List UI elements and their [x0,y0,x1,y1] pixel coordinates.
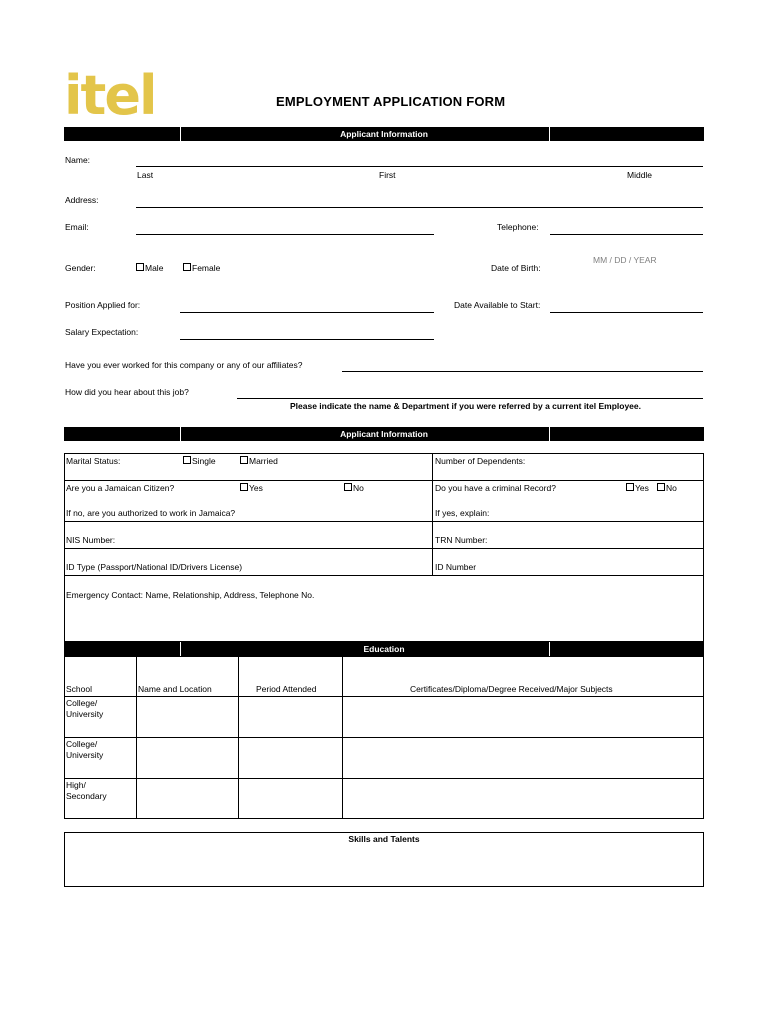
gender-label: Gender: [65,263,96,273]
salary-label: Salary Expectation: [65,327,139,337]
married-checkbox[interactable] [240,456,248,464]
female-option[interactable] [183,263,220,274]
dob-field[interactable]: MM / DD / YEAR [593,255,657,265]
row-label-line1: College/ [66,698,98,708]
skills-talents-title: Skills and Talents [348,834,420,844]
id-number-label: ID Number [435,562,477,572]
address-field[interactable] [136,207,703,208]
middle-name-caption: Middle [627,170,653,180]
position-label: Position Applied for: [65,300,141,310]
name-label: Name: [65,155,91,165]
single-checkbox[interactable] [183,456,191,464]
name-field[interactable] [136,166,703,167]
citizen-no-checkbox[interactable] [344,483,352,491]
citizen-no-option[interactable] [344,483,364,494]
referral-note: Please indicate the name & Department if you were referred by a current itel Employee. [290,401,641,411]
hear-about-field[interactable] [237,398,703,399]
male-text: Male [145,263,164,273]
yes-text: Yes [635,483,649,493]
email-field[interactable] [136,234,434,235]
salary-field[interactable] [180,339,434,340]
marital-status-label: Marital Status: [66,456,121,466]
trn-number-label: TRN Number: [435,535,488,545]
citizen-yes-option[interactable] [240,483,263,494]
no-text: No [666,483,677,493]
emergency-contact-label: Emergency Contact: Name, Relationship, Address, Telephone No. [66,590,315,600]
worked-before-field[interactable] [342,371,703,372]
last-name-caption: Last [137,170,154,180]
row-label-line2: University [66,750,104,760]
nis-number-label: NIS Number: [66,535,116,545]
criminal-no-option[interactable] [657,483,677,494]
male-checkbox[interactable] [136,263,144,271]
no-text: No [353,483,364,493]
education-header-certificates: Certificates/Diploma/Degree Received/Major Subjects [410,684,613,694]
married-option[interactable] [240,456,278,467]
education-row-label [66,780,107,802]
criminal-yes-checkbox[interactable] [626,483,634,491]
male-option[interactable] [136,263,163,274]
education-header-school: School [66,684,92,694]
row-label-line2: Secondary [66,791,107,801]
hear-about-question: How did you hear about this job? [65,387,189,397]
row-label-line1: College/ [66,739,98,749]
itel-logo: itel [64,64,156,127]
position-field[interactable] [180,312,434,313]
explain-label: If yes, explain: [435,508,490,518]
row-label-line2: University [66,709,104,719]
email-label: Email: [65,222,89,232]
form-title: EMPLOYMENT APPLICATION FORM [276,94,506,109]
first-name-caption: First [379,170,396,180]
education-header-name-location: Name and Location [138,684,212,694]
citizen-question: Are you a Jamaican Citizen? [66,483,175,493]
date-available-field[interactable] [550,312,703,313]
education-row-label [66,698,103,720]
section-bar-applicant-info [64,127,704,141]
telephone-label: Telephone: [497,222,539,232]
dependents-label: Number of Dependents: [435,456,526,466]
worked-before-question: Have you ever worked for this company or any of our affiliates? [65,360,303,370]
section-bar-education [64,642,704,656]
date-available-label: Date Available to Start: [454,300,541,310]
telephone-field[interactable] [550,234,703,235]
section-bar-applicant-info-2 [64,427,704,441]
education-row-label [66,739,103,761]
criminal-no-checkbox[interactable] [657,483,665,491]
section-title: Applicant Information [340,429,428,439]
citizen-yes-checkbox[interactable] [240,483,248,491]
single-option[interactable] [183,456,216,467]
female-checkbox[interactable] [183,263,191,271]
criminal-record-question: Do you have a criminal Record? [435,483,556,493]
yes-text: Yes [249,483,263,493]
section-title: Education [363,644,405,654]
married-text: Married [249,456,278,466]
row-label-line1: High/ [66,780,86,790]
dob-label: Date of Birth: [491,263,541,273]
id-type-label: ID Type (Passport/National ID/Drivers License) [66,562,243,572]
authorized-question: If no, are you authorized to work in Jamaica? [66,508,236,518]
female-text: Female [192,263,221,273]
criminal-yes-option[interactable] [626,483,649,494]
single-text: Single [192,456,216,466]
address-label: Address: [65,195,99,205]
section-title: Applicant Information [340,129,428,139]
education-header-period: Period Attended [256,684,317,694]
